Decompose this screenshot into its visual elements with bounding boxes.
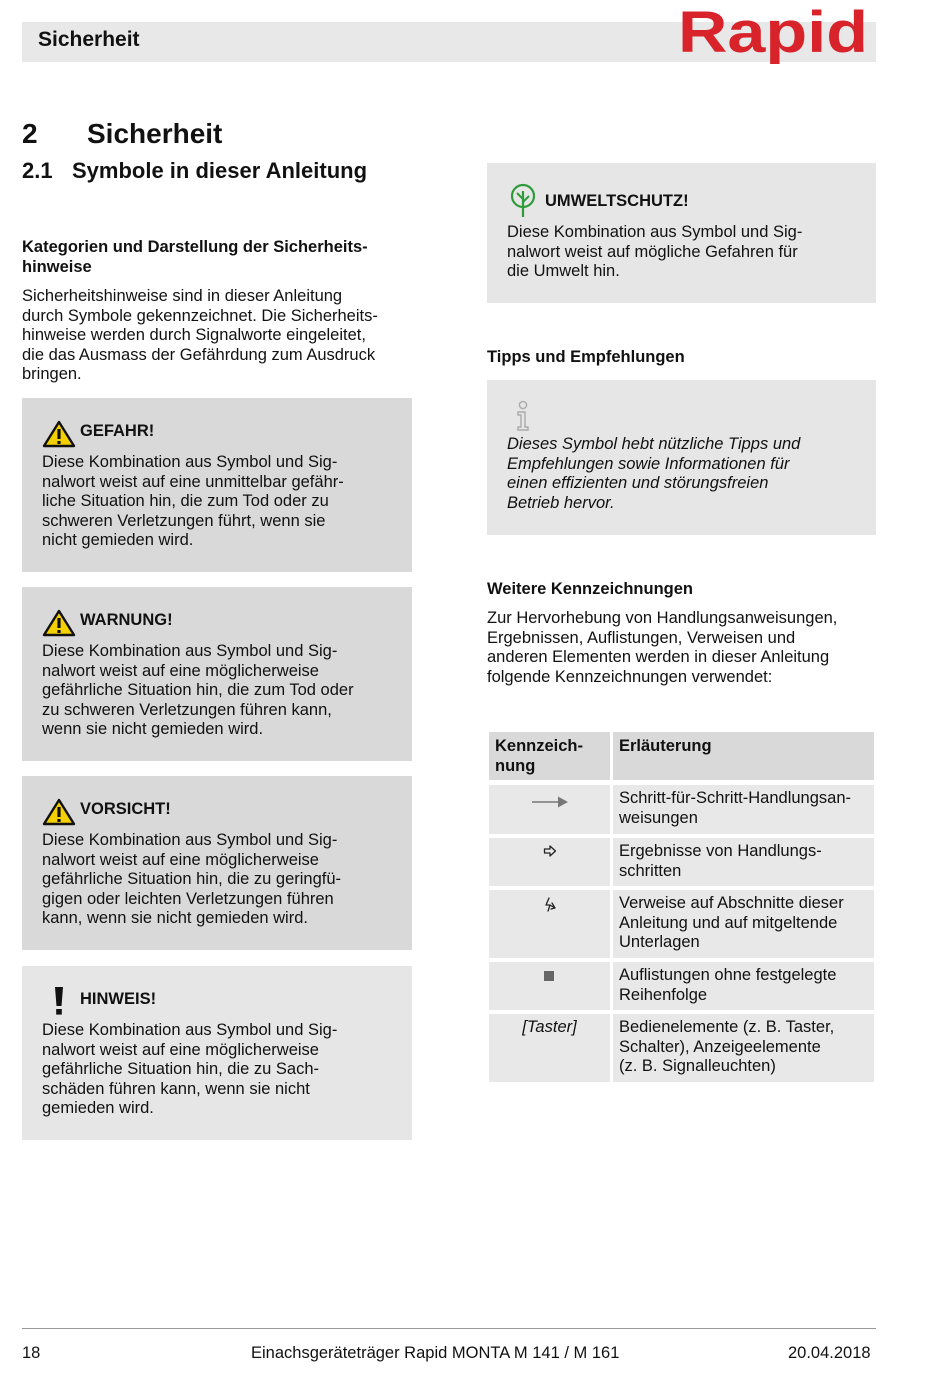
header-title: Sicherheit — [38, 28, 140, 51]
table-row-3-description: Verweise auf Abschnitte dieser Anleitung und auf mitgeltende Unterlagen — [613, 890, 874, 958]
chapter-heading — [22, 118, 222, 150]
exclamation-icon — [52, 986, 66, 1016]
table-row-4-description: Auflistungen ohne festgelegte Reihenfolge — [613, 962, 874, 1010]
caution-title: VORSICHT! — [80, 800, 171, 818]
footer-product: Einachsgeräteträger Rapid MONTA M 141 / M 161 — [251, 1344, 620, 1362]
info-icon — [513, 400, 533, 432]
further-markings-text: Zur Hervorhebung von Handlungsanweisungen, Ergebnissen, Auflistungen, Verweisen und anderen Elementen werden in dieser Anleitung folgende Kennzeichnungen verwendet: — [487, 609, 838, 686]
notice-title: HINWEIS! — [80, 990, 157, 1008]
warning-title: WARNUNG! — [80, 611, 173, 629]
categories-heading: Kategorien und Darstellung der Sicherheits- hinweise — [22, 238, 368, 276]
tips-heading: Tipps und Empfehlungen — [487, 348, 685, 366]
square-bullet-icon — [544, 971, 554, 981]
tips-box — [487, 380, 876, 535]
environment-title: UMWELTSCHUTZ! — [545, 192, 689, 210]
page-number: 18 — [22, 1344, 41, 1362]
warning-box — [22, 587, 412, 761]
danger-box — [22, 398, 412, 572]
warning-triangle-icon — [42, 420, 76, 448]
table-row-2-description: Ergebnisse von Handlungs- schritten — [613, 838, 874, 886]
reference-icon — [543, 897, 557, 913]
chapter-title: Sicherheit — [87, 118, 223, 149]
further-markings-heading: Weitere Kennzeichnungen — [487, 580, 693, 598]
environment-text: Diese Kombination aus Symbol und Sig- nalwort weist auf mögliche Gefahren für die Umwelt hin. — [507, 223, 803, 281]
section-title: Symbole in dieser Anleitung — [72, 158, 368, 183]
caution-text: Diese Kombination aus Symbol und Sig- nalwort weist auf eine möglicherweise gefährliche Situation hin, die zu geringfü- gigen oder leichten Verletzungen führen kann, wenn sie nicht gemieden wird. — [42, 831, 342, 928]
danger-title: GEFAHR! — [80, 422, 155, 440]
notice-box — [22, 966, 412, 1140]
environment-box — [487, 163, 876, 303]
rapid-logo — [676, 4, 872, 70]
table-row-2-mark — [489, 838, 610, 886]
step-arrow-icon — [531, 795, 569, 809]
result-arrow-icon — [543, 844, 557, 858]
table-row-4-mark — [489, 962, 610, 1010]
tips-text: Dieses Symbol hebt nützliche Tipps und Empfehlungen sowie Informationen für einen effizienten und störungsfreien Betrieb hervor. — [507, 435, 801, 512]
warning-triangle-icon — [42, 798, 76, 826]
footer-date: 20.04.2018 — [788, 1344, 871, 1362]
svg-text:Rapid: Rapid — [678, 4, 868, 65]
caution-box — [22, 776, 412, 950]
table-row-1-description: Schritt-für-Schritt-Handlungsan- weisungen — [613, 785, 874, 834]
categories-intro: Sicherheitshinweise sind in dieser Anleitung durch Symbole gekennzeichnet. Die Sicherheits- hinweise werden durch Signalworte eingeleitet, die das Ausmass der Gefährdung zum Ausdruck bringen. — [22, 287, 378, 384]
table-row-1-mark — [489, 785, 610, 834]
table-row-3-mark — [489, 890, 610, 958]
table-row-5-mark: [Taster] — [489, 1014, 610, 1082]
section-heading — [22, 158, 367, 184]
danger-text: Diese Kombination aus Symbol und Sig- nalwort weist auf eine unmittelbar gefähr- liche Situation hin, die zum Tod oder zu schweren Verletzungen führt, wenn sie nicht gemieden wird. — [42, 453, 344, 550]
warning-triangle-icon — [42, 609, 76, 637]
table-row-5-description: Bedienelemente (z. B. Taster, Schalter), Anzeigeelemente (z. B. Signalleuchten) — [613, 1014, 874, 1082]
table-header-description: Erläuterung — [613, 732, 874, 780]
tree-icon — [509, 183, 537, 219]
chapter-number: 2 — [22, 118, 38, 149]
warning-text: Diese Kombination aus Symbol und Sig- nalwort weist auf eine möglicherweise gefährliche Situation hin, die zum Tod oder zu schweren Verletzungen führen kann, wenn sie nicht gemieden wird. — [42, 642, 354, 739]
footer-rule — [22, 1328, 876, 1329]
table-header-mark: Kennzeich- nung — [489, 732, 610, 780]
section-number: 2.1 — [22, 158, 53, 183]
notice-text: Diese Kombination aus Symbol und Sig- nalwort weist auf eine möglicherweise gefährliche Situation hin, die zu Sach- schäden führen kann, wenn sie nicht gemieden wird. — [42, 1021, 338, 1118]
